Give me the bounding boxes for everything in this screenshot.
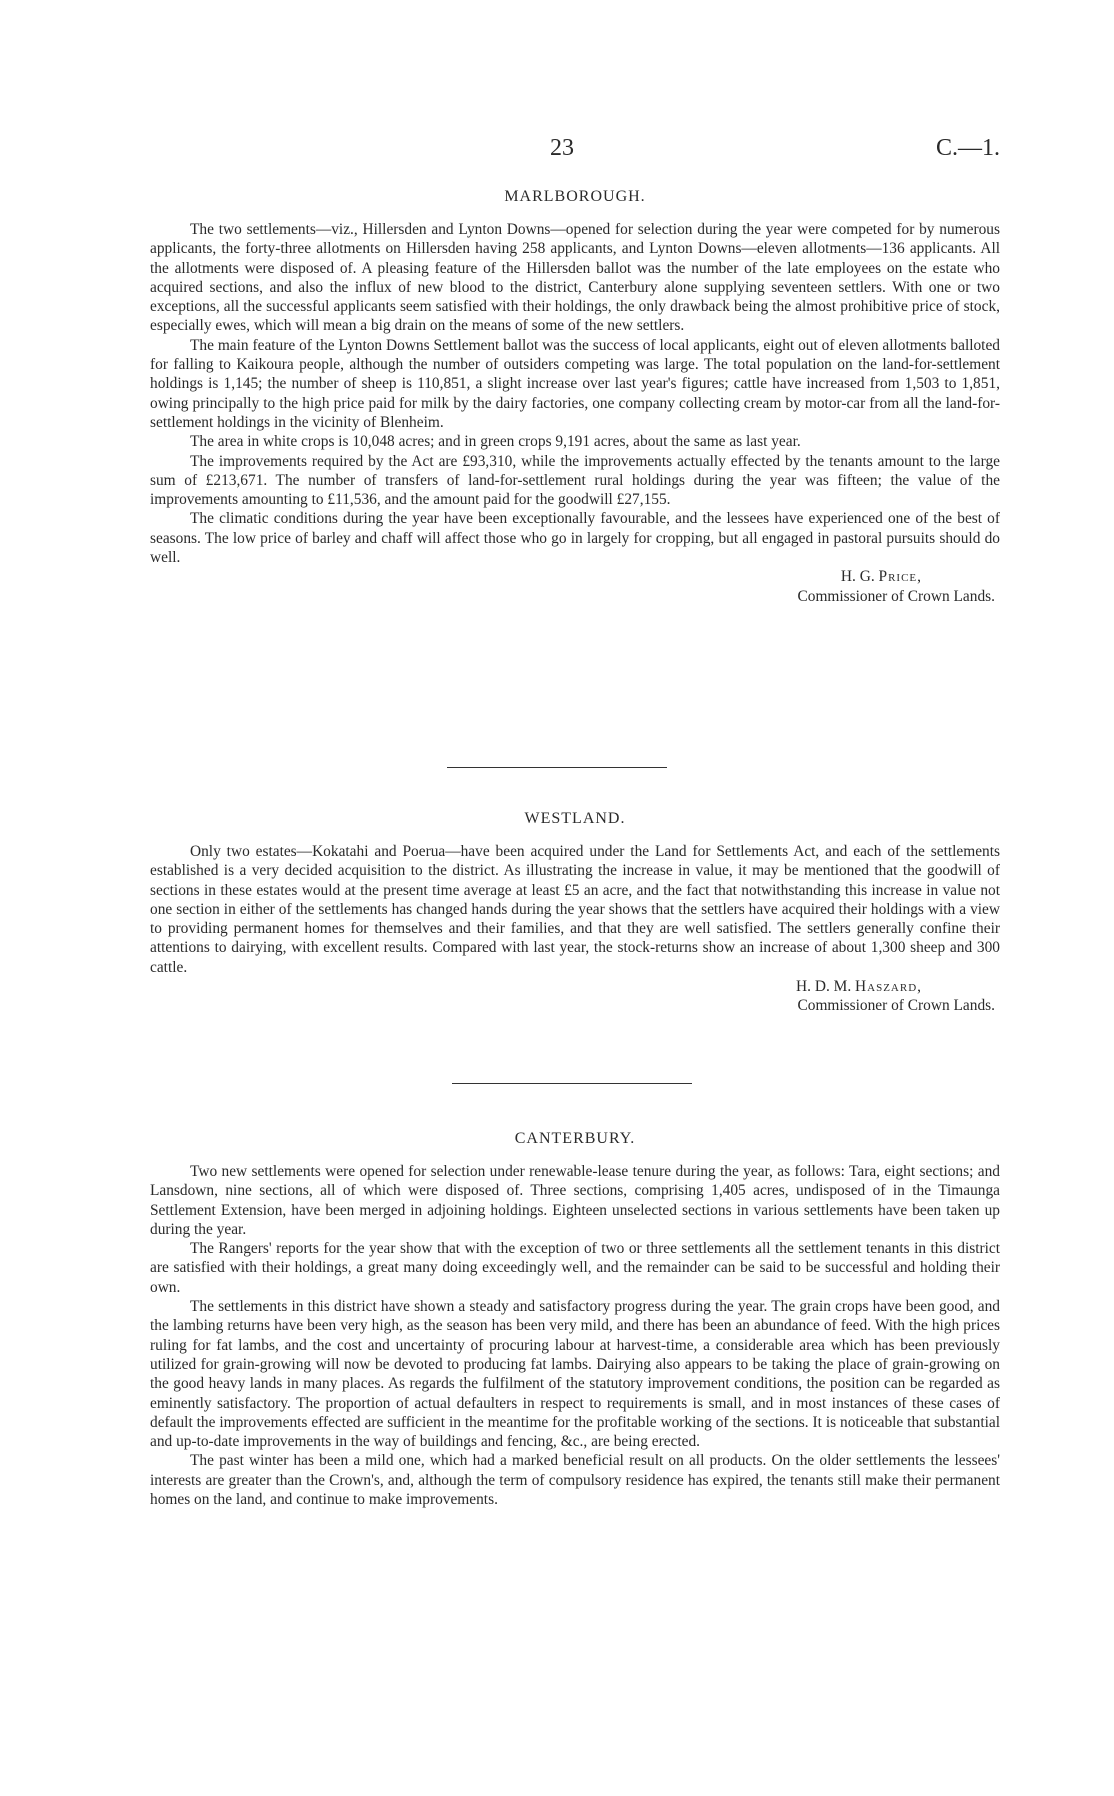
paragraph: The settlements in this district have shown a steady and satisfactory progress during the year. The grain crops have been good, and the lambing returns have been very high, as the season has been very mild, and there has been an abundance of feed. With the high prices ruling for fat lambs, and the cost and uncertainty of procuring labour at harvest-time, a considerable area which has been previously utilized for grain-growing will now be devoted to producing fat lambs. Dairying also appears to be taking the place of grain-growing on the good heavy lands in many places. As regards the fulfilment of the statutory improvement conditions, the position can be regarded as eminently satisfactory. The proportion of actual defaulters in respect to requirements is small, and in most instances of these cases of default the improvements effected are sufficient in the meantime for the profitable working of the sections. It is noticeable that substantial and up-to-date improvements in the way of buildings and fencing, &c., are being erected. [150,1298,1000,1451]
document-reference: C.—1. [935,135,1000,161]
section-title: WESTLAND. [524,810,626,827]
section-divider [452,1083,692,1084]
paragraph: The Rangers' reports for the year show that with the exception of two or three settlements all the settlement tenants in this district are satisfied with their holdings, a great many doing exceedingly well, and the remainder can be said to be successful and holding their own. [150,1240,1000,1296]
paragraph: Two new settlements were opened for selection under renewable-lease tenure during the year, as follows: Tara, eight sections; and Lansdown, nine sections, all of which were disposed of. Three sections, comprising 1,405 acres, undisposed of in the Timaunga Settlement Extension, have been merged in adjoining holdings. Eighteen unselected sections in various settlements have been taken up during the year. [150,1163,1000,1238]
signature-initials: H. D. M. [796,978,852,996]
paragraph: Only two estates—Kokatahi and Poerua—have been acquired under the Land for Settlements Act, and each of the settlements established is a very decided acquisition to the district. As illustrating the increase in value, it may be mentioned that the goodwill of sections in these estates would at the present time average at least £5 an acre, and the fact that notwithstanding this increase in value not one section in either of the settlements has changed hands during the year shows that the settlers have acquired their holdings with a view to providing permanent homes for themselves and their families, and that they are well satisfied. The settlers generally confine their attentions to dairying, with excellent results. Compared with last year, the stock-returns show an increase of about 1,300 sheep and 300 cattle. [150,843,1000,976]
signature-title: Commissioner of Crown Lands. [797,997,995,1015]
section-westland [150,810,1000,1016]
section-canterbury [150,1130,1000,1509]
signature-name [150,567,1000,586]
signature-surname: Price, [878,568,922,586]
signature-name [150,977,1000,996]
paragraph: The improvements required by the Act are £93,310, while the improvements actually effected by the tenants amount to the large sum of £213,671. The number of transfers of land-for-settlement rural holdings during the year was fifteen; the value of the improvements amounting to £11,536, and the amount paid for the goodwill £27,155. [150,452,1000,509]
signature-initials: H. G. [840,568,875,586]
signature-block [150,977,1000,1016]
paragraph: The area in white crops is 10,048 acres; and in green crops 9,191 acres, about the same as last year. [190,433,801,451]
signature-title: Commissioner of Crown Lands. [797,587,995,605]
paragraph: The two settlements—viz., Hillersden and Lynton Downs—opened for selection during the year were competed for by numerous applicants, the forty-three allotments on Hillersden having 258 applicants, and Lynton Downs—eleven allotments—136 applicants. All the allotments were disposed of. A pleasing feature of the Hillersden ballot was the number of the late employees on the estate who acquired sections, and also the influx of new blood to the district, Canterbury alone supplying seventeen settlers. With one or two exceptions, all the successful applicants seem satisfied with their holdings, the only drawback being the almost prohibitive price of stock, especially ewes, which will mean a big drain on the means of some of the new settlers. [150,221,1000,335]
signature-surname: Haszard, [855,978,922,996]
paragraph: The past winter has been a mild one, which had a marked beneficial result on all products. On the older settlements the lessees' interests are greater than the Crown's, and, although the term of compulsory residence has expired, the tenants still make their permanent homes on the land, and continue to make improvements. [150,1452,1000,1509]
section-title: CANTERBURY. [514,1130,636,1147]
signature-block [150,567,1000,606]
section-marlborough [150,188,1000,606]
page-number: 23 [550,135,574,161]
paragraph: The main feature of the Lynton Downs Settlement ballot was the success of local applicants, eight out of eleven allotments balloted for falling to Kaikoura people, although the number of outsiders competing was large. The total population on the land-for-settlement holdings is 1,145; the number of sheep is 110,851, a slight increase over last year's figures; cattle have increased from 1,503 to 1,851, owing principally to the high price paid for milk by the dairy factories, one company collecting cream by motor-car from all the land-for-settlement holdings in the vicinity of Blenheim. [150,336,1000,431]
section-divider [447,767,667,768]
paragraph: The climatic conditions during the year have been exceptionally favourable, and the lessees have experienced one of the best of seasons. The low price of barley and chaff will affect those who go in largely for cropping, but all engaged in pastoral pursuits should do well. [150,510,1000,567]
section-title: MARLBOROUGH. [504,188,646,205]
